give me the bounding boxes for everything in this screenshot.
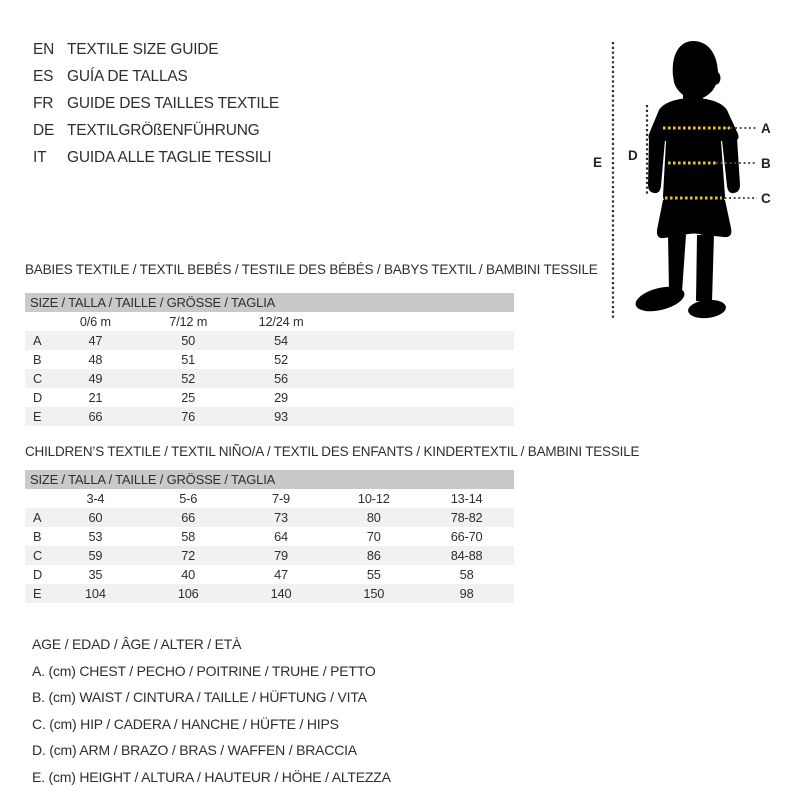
- children-row-a: [25, 508, 514, 527]
- table-cell: 47: [88, 333, 103, 348]
- table-cell: 70: [366, 529, 381, 544]
- language-title: GUÍA DE TALLAS: [67, 68, 188, 85]
- table-cell: 78-82: [450, 510, 483, 525]
- legend-height: E. (cm) HEIGHT / ALTURA / HAUTEUR / HÖHE / ALTEZZA: [32, 768, 391, 785]
- babies-table-header-bar: SIZE / TALLA / TAILLE / GRÖSSE / TAGLIA: [25, 293, 514, 312]
- label-b: B: [761, 156, 771, 171]
- language-code: IT: [33, 149, 47, 166]
- babies-section-title: BABIES TEXTILE / TEXTIL BEBÉS / TESTILE DES BÉBÉS / BABYS TEXTIL / BAMBINI TESSILE: [25, 262, 598, 277]
- children-row-e: [25, 584, 514, 603]
- child-silhouette: [633, 41, 740, 320]
- language-code: DE: [33, 122, 55, 139]
- label-c: C: [761, 191, 771, 206]
- table-cell: 56: [274, 371, 288, 386]
- babies-row-b: [25, 350, 514, 369]
- table-cell: 49: [88, 371, 103, 386]
- babies-row-d: [25, 388, 514, 407]
- children-column-header-row: [25, 489, 514, 508]
- table-cell: 66-70: [450, 529, 483, 544]
- column-header: 10-12: [357, 491, 390, 506]
- children-size-table: [25, 470, 514, 603]
- legend-arm: D. (cm) ARM / BRAZO / BRAS / WAFFEN / BRACCIA: [32, 742, 357, 759]
- row-label: D: [33, 390, 43, 405]
- measurement-legend: [32, 631, 391, 791]
- table-cell: 40: [181, 567, 196, 582]
- babies-size-table: [25, 293, 514, 426]
- table-cell: 29: [274, 390, 288, 405]
- table-cell: 80: [366, 510, 381, 525]
- label-e: E: [593, 155, 603, 170]
- children-row-c: [25, 546, 514, 565]
- legend-hip: C. (cm) HIP / CADERA / HANCHE / HÜFTE / HIPS: [32, 715, 339, 732]
- language-list: [33, 36, 279, 171]
- table-cell: 106: [177, 586, 199, 601]
- children-row-b: [25, 527, 514, 546]
- language-code: FR: [33, 95, 54, 112]
- table-cell: 25: [181, 390, 196, 405]
- table-cell: 98: [459, 586, 474, 601]
- table-cell: 64: [274, 529, 288, 544]
- table-cell: 21: [88, 390, 103, 405]
- table-cell: 35: [88, 567, 103, 582]
- row-label: E: [33, 586, 42, 601]
- table-cell: 73: [274, 510, 288, 525]
- table-cell: 72: [181, 548, 196, 563]
- table-cell: 66: [88, 409, 103, 424]
- table-cell: 140: [270, 586, 292, 601]
- language-code: EN: [33, 41, 55, 58]
- label-d: D: [628, 148, 638, 163]
- table-cell: 93: [274, 409, 288, 424]
- children-section-title: CHILDREN’S TEXTILE / TEXTIL NIÑO/A / TEXTIL DES ENFANTS / KINDERTEXTIL / BAMBINI TESSILE: [25, 444, 640, 459]
- column-header: 7/12 m: [169, 314, 208, 329]
- table-cell: 104: [85, 586, 106, 601]
- language-row-en: [33, 36, 279, 63]
- row-label: A: [33, 510, 42, 525]
- column-header: 5-6: [179, 491, 198, 506]
- language-title: TEXTILGRÖßENFÜHRUNG: [67, 122, 260, 139]
- column-header: 12/24 m: [258, 314, 304, 329]
- table-cell: 47: [274, 567, 288, 582]
- row-label: A: [33, 333, 42, 348]
- table-cell: 79: [274, 548, 288, 563]
- column-header-spacer: [25, 489, 49, 508]
- legend-age: AGE / EDAD / ÂGE / ALTER / ETÀ: [32, 636, 242, 652]
- language-row-it: [33, 144, 279, 171]
- row-label: E: [33, 409, 42, 424]
- row-label: C: [33, 371, 43, 386]
- measurement-diagram: [588, 28, 800, 328]
- children-table-header-bar: SIZE / TALLA / TAILLE / GRÖSSE / TAGLIA: [25, 470, 514, 489]
- language-row-de: [33, 117, 279, 144]
- column-header: 3-4: [86, 491, 105, 506]
- row-label: C: [33, 548, 43, 563]
- column-header: 13-14: [450, 491, 483, 506]
- children-row-d: [25, 565, 514, 584]
- table-cell: 66: [181, 510, 196, 525]
- language-row-fr: [33, 90, 279, 117]
- row-label: D: [33, 567, 43, 582]
- table-cell: 84-88: [450, 548, 483, 563]
- table-cell: 52: [181, 371, 196, 386]
- child-silhouette-figure: [588, 28, 800, 328]
- babies-row-a: [25, 331, 514, 350]
- row-label: B: [33, 352, 42, 367]
- table-cell: 58: [181, 529, 196, 544]
- legend-chest: A. (cm) CHEST / PECHO / POITRINE / TRUHE / PETTO: [32, 662, 376, 679]
- column-header-spacer: [25, 312, 49, 331]
- table-cell: 53: [88, 529, 103, 544]
- language-title: GUIDE DES TAILLES TEXTILE: [67, 95, 280, 112]
- babies-row-e: [25, 407, 514, 426]
- label-a: A: [761, 121, 771, 136]
- table-cell: 60: [88, 510, 103, 525]
- table-cell: 76: [181, 409, 196, 424]
- column-header: 0/6 m: [79, 314, 111, 329]
- table-cell: 55: [366, 567, 381, 582]
- table-cell: 51: [181, 352, 196, 367]
- table-cell: 150: [363, 586, 385, 601]
- table-cell: 86: [366, 548, 381, 563]
- table-cell: 59: [88, 548, 103, 563]
- babies-row-c: [25, 369, 514, 388]
- legend-waist: B. (cm) WAIST / CINTURA / TAILLE / HÜFTUNG / VITA: [32, 689, 367, 706]
- table-cell: 54: [274, 333, 288, 348]
- babies-column-header-row: [25, 312, 514, 331]
- row-label: B: [33, 529, 42, 544]
- column-header: 7-9: [272, 491, 290, 506]
- table-cell: 50: [181, 333, 196, 348]
- table-cell: 48: [88, 352, 103, 367]
- language-row-es: [33, 63, 279, 90]
- table-cell: 52: [274, 352, 288, 367]
- language-code: ES: [33, 68, 54, 85]
- language-title: GUIDA ALLE TAGLIE TESSILI: [67, 149, 272, 166]
- table-cell: 58: [459, 567, 474, 582]
- language-title: TEXTILE SIZE GUIDE: [67, 41, 219, 58]
